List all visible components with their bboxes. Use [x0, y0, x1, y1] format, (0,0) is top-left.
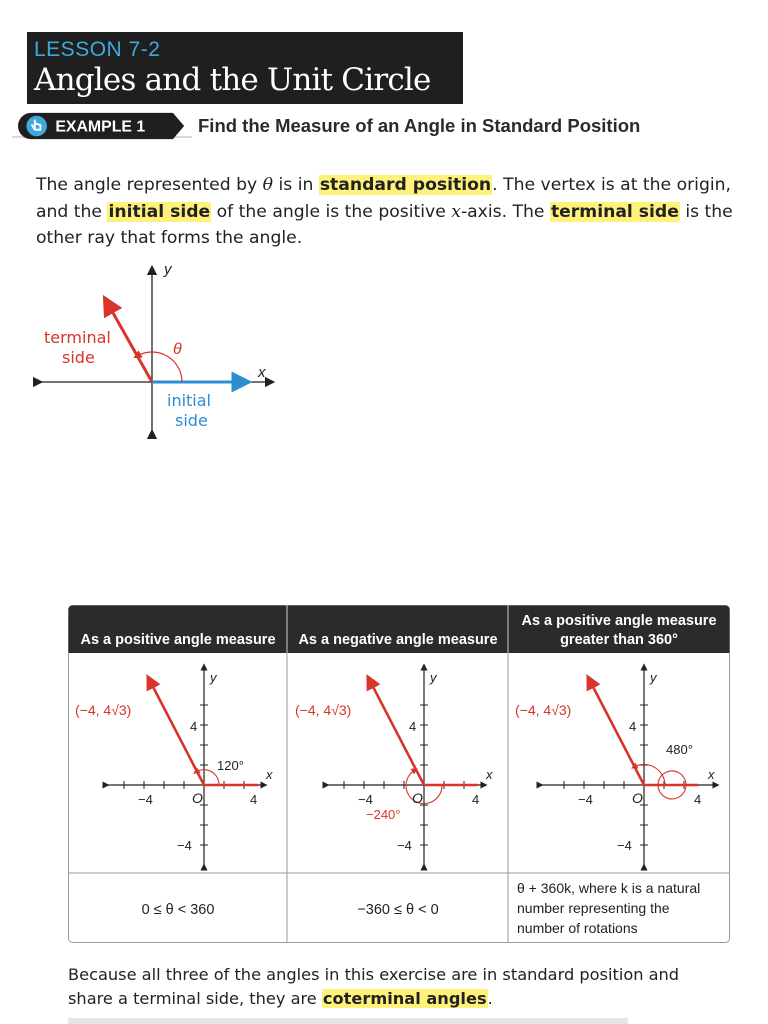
example-title: Find the Measure of an Angle in Standard Position — [198, 115, 641, 136]
cut-off-text-line — [68, 1018, 628, 1024]
header-positive: As a positive angle measure — [80, 632, 276, 648]
svg-text:O: O — [412, 790, 423, 806]
header-negative: As a negative angle measure — [298, 632, 498, 648]
svg-text:4: 4 — [629, 719, 637, 734]
svg-text:4: 4 — [190, 719, 198, 734]
conclusion-paragraph: Because all three of the angles in this exercise are in standard position and share a terminal side, they are coterminal angles. — [68, 963, 748, 1011]
svg-text:−4: −4 — [617, 838, 632, 853]
highlight-initial-side: initial side — [108, 201, 211, 222]
svg-text:−4: −4 — [578, 792, 593, 807]
svg-text:O: O — [192, 790, 203, 806]
svg-text:−4: −4 — [177, 838, 192, 853]
svg-text:−240°: −240° — [366, 807, 401, 822]
coterminal-table — [68, 605, 730, 943]
highlight-coterminal-angles: coterminal angles — [322, 989, 487, 1008]
svg-text:x: x — [266, 767, 273, 782]
formula-positive: 0 ≤ θ < 360 — [141, 902, 215, 918]
svg-text:−4: −4 — [138, 792, 153, 807]
highlight-terminal-side: terminal side — [550, 201, 679, 222]
header-greater-360-line2: greater than 360° — [560, 632, 678, 648]
terminal-side-label-2: side — [62, 348, 95, 367]
svg-text:480°: 480° — [666, 742, 693, 757]
terminal-side-label-1: terminal — [44, 328, 111, 347]
lesson-title: Angles and the Unit Circle — [34, 62, 431, 98]
svg-text:(−4, 4√3): (−4, 4√3) — [295, 702, 352, 718]
theta-label: θ — [173, 341, 182, 358]
svg-text:x: x — [486, 767, 493, 782]
formula-greater-360-line3: number of rotations — [517, 920, 638, 936]
initial-side-label-2: side — [175, 411, 208, 430]
svg-text:−4: −4 — [397, 838, 412, 853]
intro-paragraph: The angle represented by θ is in standard position. The vertex is at the origin, and the initial side of the angle is the positive x-axis. The terminal side is the other ray that forms the angle. — [36, 175, 733, 248]
terminal-side-ray — [108, 304, 152, 382]
pointer-icon — [26, 116, 47, 137]
formula-greater-360-line2: number representing the — [517, 900, 670, 916]
svg-text:120°: 120° — [217, 758, 244, 773]
conclusion-line-1: Because all three of the angles in this exercise are in standard position and — [68, 965, 680, 984]
svg-text:4: 4 — [250, 792, 258, 807]
initial-side-label-1: initial — [167, 391, 211, 410]
svg-text:(−4, 4√3): (−4, 4√3) — [515, 702, 572, 718]
svg-text:4: 4 — [694, 792, 702, 807]
svg-text:x: x — [708, 767, 715, 782]
header-greater-360-line1: As a positive angle measure — [521, 613, 717, 629]
svg-text:4: 4 — [409, 719, 417, 734]
standard-position-figure — [30, 262, 280, 442]
example-badge — [12, 112, 192, 140]
svg-text:−4: −4 — [358, 792, 373, 807]
formula-greater-360-line1: θ + 360k, where k is a natural — [517, 880, 701, 896]
x-axis-label: x — [258, 364, 266, 381]
lesson-number: LESSON 7-2 — [34, 38, 161, 61]
highlight-standard-position: standard position — [319, 175, 492, 195]
svg-text:(−4, 4√3): (−4, 4√3) — [75, 702, 132, 718]
y-axis-label: y — [164, 262, 172, 278]
formula-negative: −360 ≤ θ < 0 — [357, 902, 439, 918]
example-badge-label: EXAMPLE 1 — [55, 118, 146, 136]
svg-text:y: y — [210, 670, 217, 685]
svg-text:O: O — [632, 790, 643, 806]
svg-text:4: 4 — [472, 792, 480, 807]
svg-text:y: y — [430, 670, 437, 685]
example-header — [12, 112, 712, 142]
svg-text:y: y — [650, 670, 657, 685]
